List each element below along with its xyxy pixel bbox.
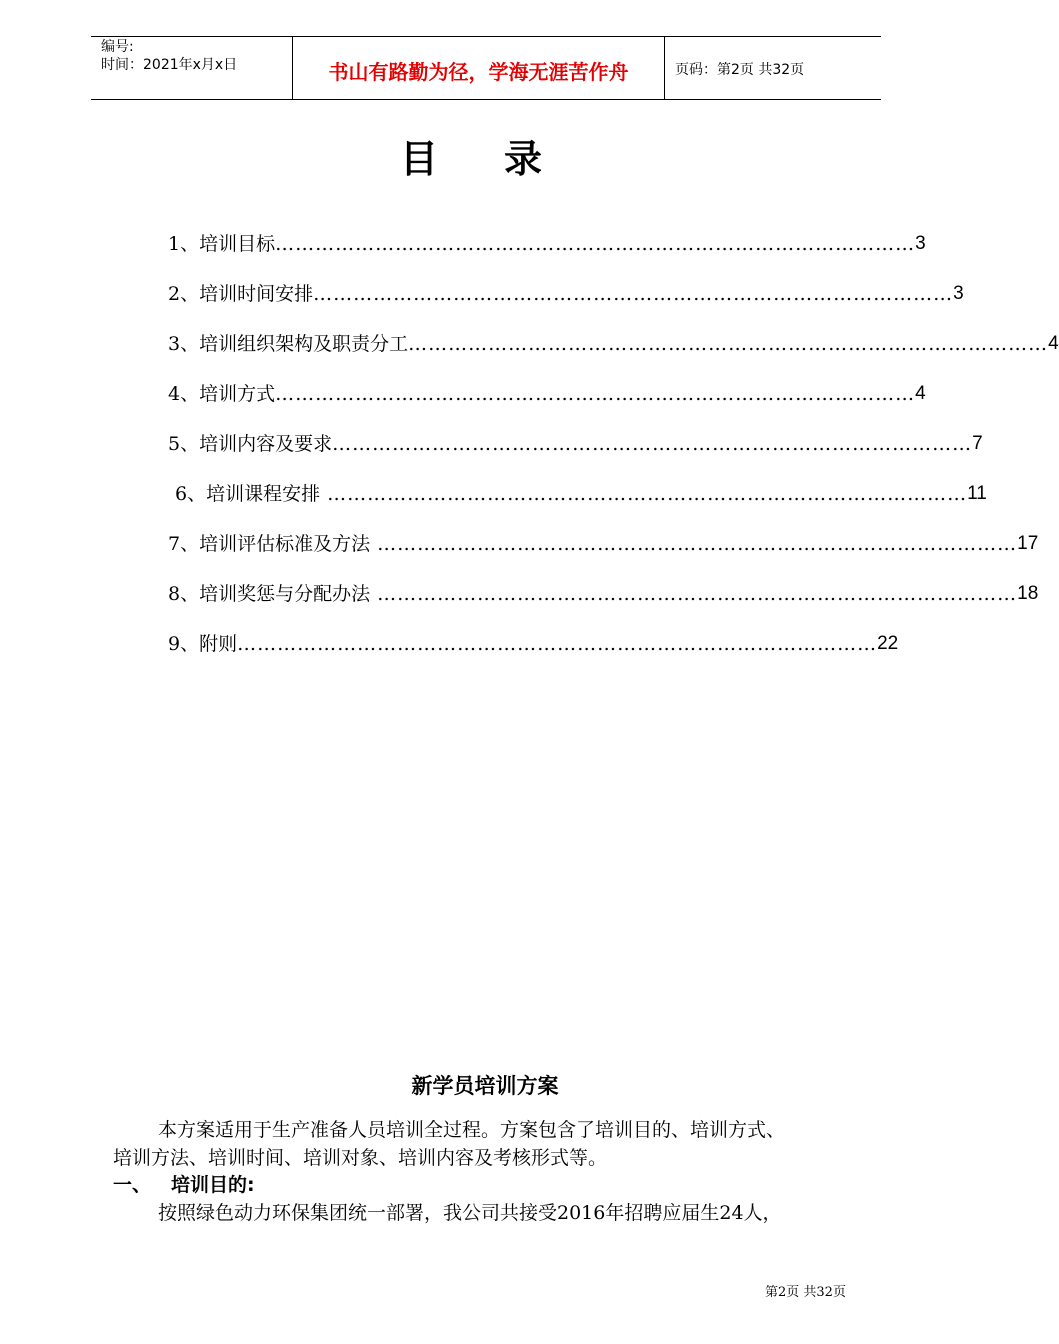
toc-item[interactable]	[168, 330, 1059, 358]
toc-item-label: 7、培训评估标准及方法	[168, 533, 371, 555]
number-label: 编号:	[101, 39, 134, 55]
intro-line-2: 培训方法、培训时间、培训对象、培训内容及考核形式等。	[113, 1147, 608, 1169]
toc-leader: ……………………………………………………………………………………	[237, 633, 878, 655]
toc-item[interactable]	[175, 480, 987, 508]
toc-leader: ……………………………………………………………………………………	[313, 283, 954, 305]
document-title: 新学员培训方案	[411, 1073, 559, 1098]
page-footer: 第2页 共32页	[765, 1285, 846, 1300]
toc-item-label: 8、培训奖惩与分配办法	[168, 583, 371, 605]
toc-leader: ……………………………………………………………………………………	[332, 433, 973, 455]
section-number: 一、	[113, 1174, 152, 1196]
toc-item[interactable]	[168, 530, 1039, 558]
toc-item-page: 7	[972, 433, 983, 454]
toc-item-page: 3	[953, 283, 964, 304]
toc-item-page: 22	[877, 633, 899, 654]
section-heading	[113, 1170, 255, 1197]
toc-leader: ……………………………………………………………………………………	[408, 333, 1049, 355]
toc-item-label: 4、培训方式	[168, 383, 276, 405]
toc-item[interactable]	[168, 230, 926, 258]
toc-item-page: 17	[1017, 533, 1039, 554]
toc-item-label: 1、培训目标	[168, 233, 276, 255]
toc-item[interactable]	[168, 580, 1039, 608]
toc-item-label: 9、附则	[168, 633, 238, 655]
toc-leader: ……………………………………………………………………………………	[370, 583, 1018, 605]
toc-leader: ……………………………………………………………………………………	[275, 233, 916, 255]
toc-item[interactable]	[168, 630, 899, 658]
toc-leader: ……………………………………………………………………………………	[320, 483, 968, 505]
toc-item[interactable]	[168, 280, 964, 308]
header-page-info: 页码：第2页 共32页	[675, 62, 805, 78]
toc-title: 目录	[399, 137, 608, 181]
section-title: 培训目的:	[171, 1174, 255, 1196]
toc-item-page: 3	[915, 233, 926, 254]
toc-item-page: 18	[1017, 583, 1039, 604]
toc-leader: ……………………………………………………………………………………	[275, 383, 916, 405]
toc-item-label: 3、培训组织架构及职责分工	[168, 333, 409, 355]
motto: 书山有路勤为径，学海无涯苦作舟	[328, 60, 629, 84]
header-motto-cell	[293, 37, 665, 99]
section-paragraph-line: 按照绿色动力环保集团统一部署，我公司共接受2016年招聘应届生24人，	[158, 1202, 782, 1224]
toc-item-label: 5、培训内容及要求	[168, 433, 333, 455]
header-page-cell	[665, 37, 881, 99]
header-meta-cell	[91, 37, 293, 99]
intro-line-1: 本方案适用于生产准备人员培训全过程。方案包含了培训目的、培训方式、	[158, 1119, 786, 1141]
page-header	[91, 36, 881, 100]
toc-item[interactable]	[168, 380, 926, 408]
time-label: 时间：2021年x月x日	[101, 57, 238, 73]
toc-item-page: 11	[967, 483, 987, 504]
toc-leader: ……………………………………………………………………………………	[370, 533, 1018, 555]
toc-item-page: 4	[915, 383, 926, 404]
toc-item-page: 4	[1048, 333, 1059, 354]
toc-item-label: 6、培训课程安排	[175, 483, 321, 505]
toc-item[interactable]	[168, 430, 983, 458]
toc-item-label: 2、培训时间安排	[168, 283, 314, 305]
